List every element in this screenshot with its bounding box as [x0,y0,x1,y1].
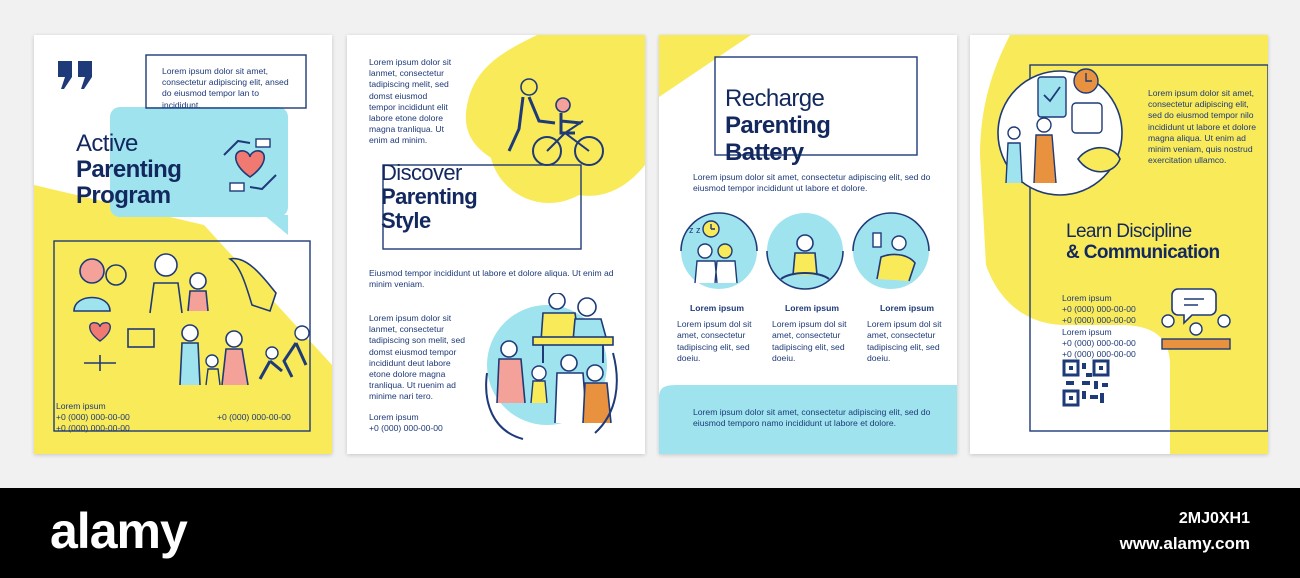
discipline-illustration [994,63,1134,203]
body-text-3: Lorem ipsum dolor sit lanmet, consectetur tadipiscing son melit, sed domst eiusmod tempor incididunt deut labore etone dolore magna tranliqua. Ut ruenim ad minime nari tero. [369,313,466,402]
bicycle-learning-icon [505,77,605,171]
image-id: 2MJ0XH1 [1178,510,1250,527]
title-line-1: Learn Discipline [1066,221,1192,242]
phone-3: +0 (000) 000-00-00 [217,412,291,422]
title-line-1: Recharge [725,85,825,112]
footer-bar [0,488,1300,578]
contact-phone-1b: +0 (000) 000-00-00 [1062,315,1136,326]
recharge-item-3 [867,303,947,364]
intro-text: Lorem ipsum dolor sit amet, consectetur adipiscing elit, sed do eiusmod tempor incididunt ut labore et dolore. [693,172,931,194]
footer-label: Lorem ipsum [56,401,106,411]
heart-hands-icon [216,135,284,195]
title-line-2: Parenting [725,112,831,139]
brochure-page-recharge-battery [659,35,957,454]
bottom-text: Lorem ipsum dolor sit amet, consectetur adipiscing elit, sed do eiusmod temporo namo incididunt ut labore et dolore. [693,407,931,429]
title-line-2: & Communication [1066,242,1220,263]
title-line-2: Parenting [76,156,182,183]
parenting-activities-illustration [70,245,310,395]
contact-phone-2b: +0 (000) 000-00-00 [1062,349,1136,360]
title-line-3: Battery [725,139,804,166]
brochure-page-discipline [970,35,1268,454]
item-text: Lorem ipsum dol sit amet, consectetur tadipiscing elit, sed doeiu. [867,319,942,363]
family-table-illustration [483,293,621,443]
meeting-communication-icon [1156,285,1236,353]
svg-text:z z: z z [689,225,701,235]
recharge-item-1 [677,303,757,364]
brand-logo: alamy [50,503,187,559]
intro-text: Lorem ipsum dolor sit amet, consectetur adipiscing elit, sed do eiusmod tempor nilo incididunt ut labore et dolore magna aliqua. Ut enim ad minim veniam, quis nostrud exercitation ullamco. [1148,88,1256,166]
title-line-1: Active [76,130,138,157]
title-line-1: Discover [381,160,462,185]
item-text: Lorem ipsum dol sit amet, consectetur tadipiscing elit, sed doeiu. [677,319,752,363]
intro-text: Lorem ipsum dolor sit amet, consectetur adipiscing elit, ansed do eiusmod tempor lan to incididunt. [162,66,289,110]
footer-label: Lorem ipsum [369,412,419,422]
brand-url[interactable]: www.alamy.com [1119,534,1250,553]
intro-text: Lorem ipsum dolor sit lanmet, consectetur tadipiscing melit, sed domst eiusmod tempor incididunt elit labore etone dolore magna tranliqua. Ut enim ad minim. [369,57,452,146]
quote-icon [56,57,98,91]
title-line-2: Parenting [381,184,478,209]
phone: +0 (000) 000-00-00 [369,423,443,434]
qr-code-icon[interactable] [1062,359,1110,407]
phone-2: +0 (000) 000-00-00 [56,423,130,434]
title-line-3: Program [76,182,171,209]
phone-1: +0 (000) 000-00-00 [56,412,130,423]
contact-label-2: Lorem ipsum [1062,326,1112,337]
recharge-icons [681,213,935,293]
item-text: Lorem ipsum dol sit amet, consectetur tadipiscing elit, sed doeiu. [772,319,847,363]
contact-phone-2a: +0 (000) 000-00-00 [1062,337,1136,348]
item-label: Lorem ipsum [690,303,744,313]
brochure-page-active-parenting [34,35,332,454]
item-label: Lorem ipsum [785,303,839,313]
contact-phone-1a: +0 (000) 000-00-00 [1062,304,1136,315]
contact-label-1: Lorem ipsum [1062,293,1112,303]
item-label: Lorem ipsum [880,303,934,313]
recharge-item-2 [772,303,852,364]
title-line-3: Style [381,208,431,233]
brochure-page-parenting-style [347,35,645,454]
body-text-2: Eiusmod tempor incididunt ut labore et dolore aliqua. Ut enim ad minim veniam. [369,268,614,290]
